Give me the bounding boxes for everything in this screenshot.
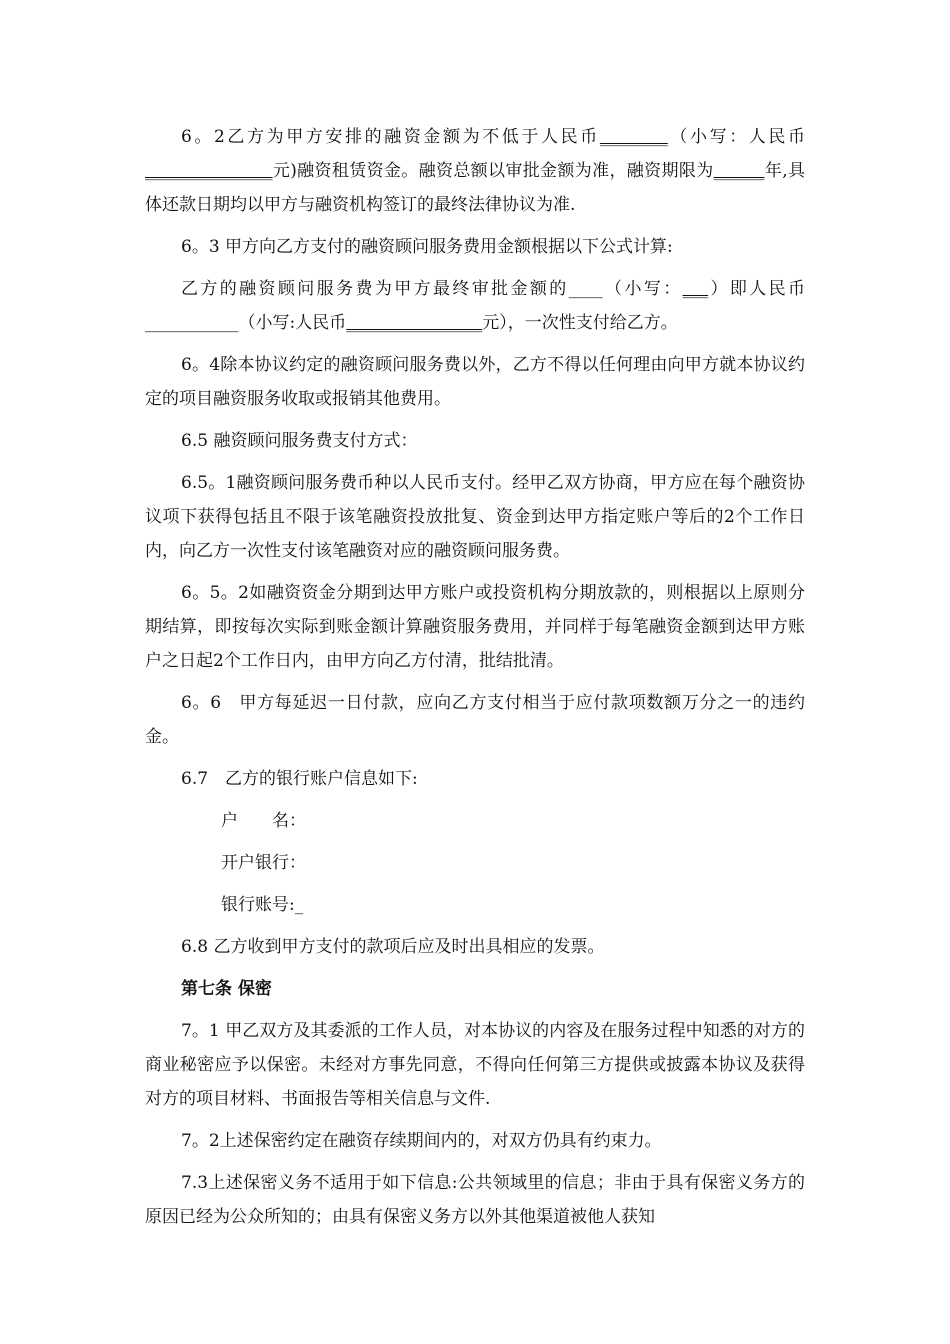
article-7-heading: 第七条 保密 — [181, 979, 272, 999]
clause-6-5: 6.5 融资顾问服务费支付方式： — [181, 431, 418, 451]
blank-rate-small: ___ — [682, 279, 709, 299]
clause-6-7: 6.7 乙方的银行账户信息如下: — [181, 769, 418, 789]
clause-6-5-2: 6。5。2如融资资金分期到达甲方账户或投资机构分期放款的，则根据以上原则分期结算，即按每次实际到账金额计算融资服务费用，并同样于每笔融资金额到达甲方账户之日起2个工作日内，由甲方向乙方付清，批结批清。 — [145, 583, 805, 671]
blank-fee-small: ________________ — [346, 313, 483, 333]
clause-6-8: 6.8 乙方收到甲方支付的款项后应及时出具相应的发票。 — [181, 937, 605, 957]
account-name: 户 名： — [221, 811, 306, 831]
clause-6-6: 6。6 甲方每延迟一日付款，应向乙方支付相当于应付款项数额万分之一的违约金。 — [145, 693, 805, 747]
clause-6-3-formula: 乙方的融资顾问服务费为甲方最终审批金额的____（小写：___）即人民币___________（小写:人民币________________元），一次性支付给乙方。 — [145, 279, 806, 333]
blank-amount: ________ — [599, 127, 668, 147]
clause-7-2: 7。2上述保密约定在融资存续期间内的，对双方仍具有约束力。 — [181, 1131, 662, 1151]
clause-6-3: 6。3 甲方向乙方支付的融资顾问服务费用金额根据以下公式计算: — [181, 237, 673, 257]
clause-6-2: 6。2乙方为甲方安排的融资金额为不低于人民币________（小写：人民币_______________元)融资租赁资金。融资总额以审批金额为准，融资期限为______年,具体还款日期均以甲方与融资机构签订的最终法律协议为准. — [145, 127, 806, 215]
clause-7-3: 7.3上述保密义务不适用于如下信息:公共领域里的信息；非由于具有保密义务方的原因已经为公众所知的；由具有保密义务方以外其他渠道被他人获知 — [145, 1173, 805, 1227]
clause-6-5-1: 6.5。1融资顾问服务费币种以人民币支付。经甲乙双方协商，甲方应在每个融资协议项下获得包括且不限于该笔融资投放批复、资金到达甲方指定账户等后的2个工作日内，向乙方一次性支付该笔融资对应的融资顾问服务费。 — [145, 473, 805, 561]
blank-amount-small: _______________ — [145, 161, 273, 181]
document-page — [145, 120, 805, 1242]
account-number: 银行账号:_ — [221, 895, 304, 915]
blank-rate: ____ — [568, 279, 603, 299]
blank-term: ______ — [713, 161, 765, 181]
account-bank: 开户银行： — [221, 853, 306, 873]
clause-6-4: 6。4除本协议约定的融资顾问服务费以外，乙方不得以任何理由向甲方就本协议约定的项目融资服务收取或报销其他费用。 — [145, 355, 805, 409]
blank-fee: ___________ — [145, 313, 239, 333]
clause-7-1: 7。1 甲乙双方及其委派的工作人员，对本协议的内容及在服务过程中知悉的对方的商业秘密应予以保密。未经对方事先同意，不得向任何第三方提供或披露本协议及获得对方的项目材料、书面报告等相关信息与文件. — [145, 1021, 805, 1109]
